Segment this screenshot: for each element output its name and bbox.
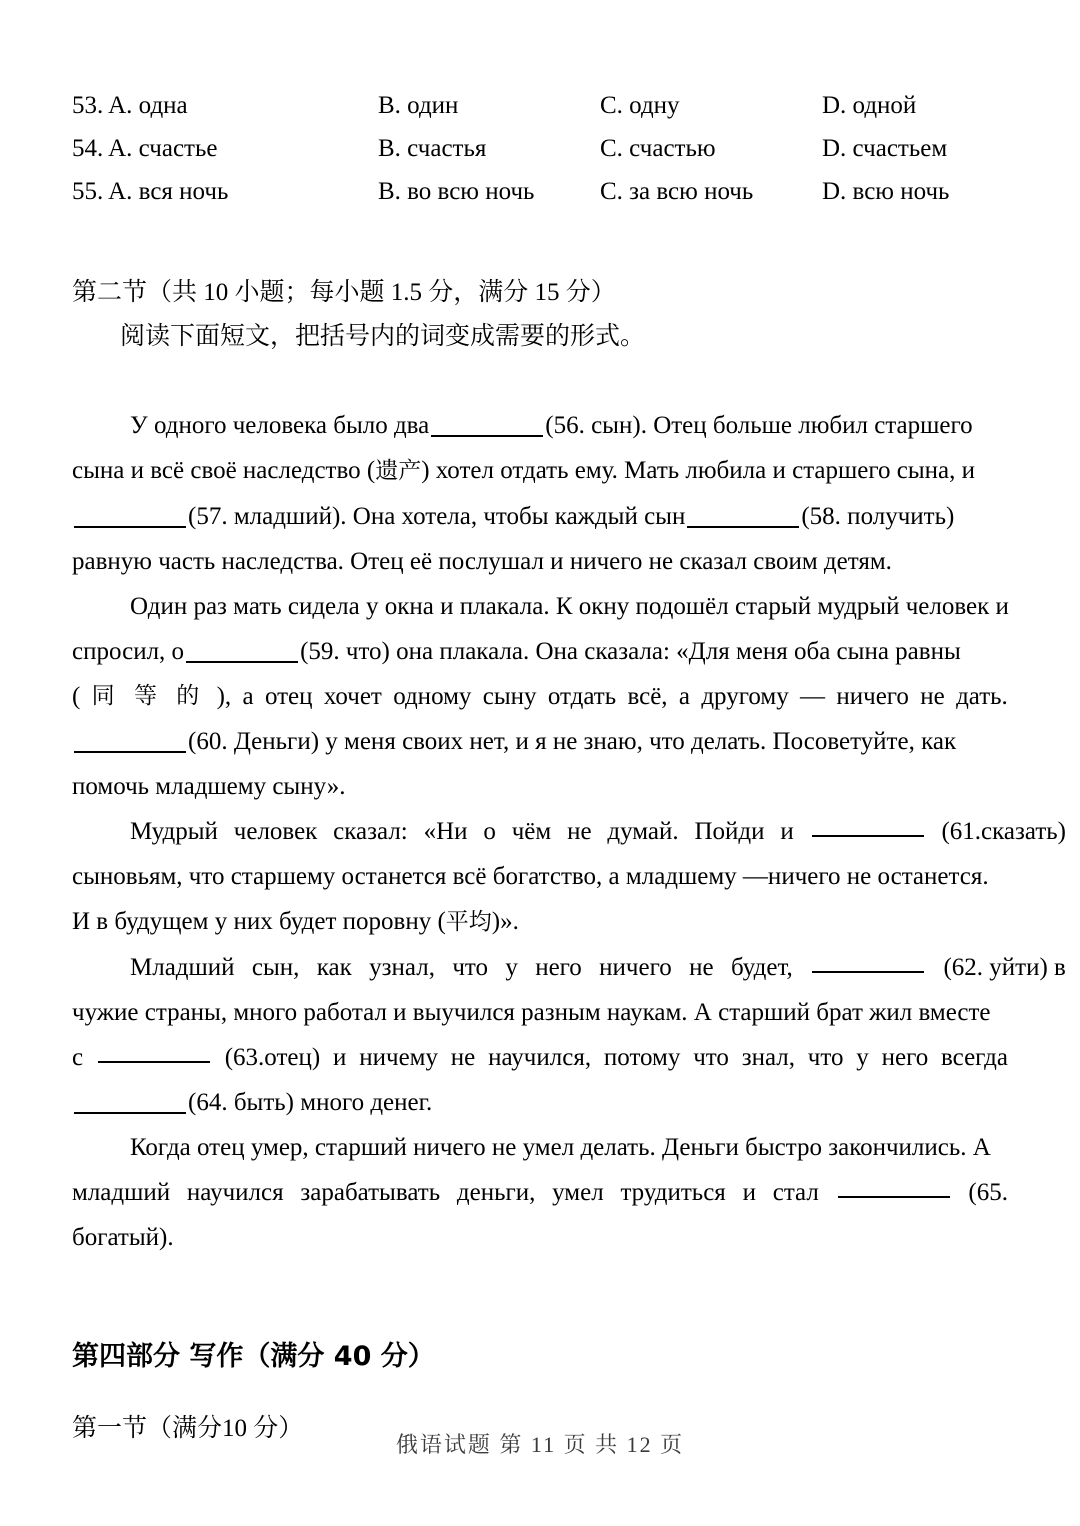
word: него bbox=[535, 954, 582, 981]
word: умел bbox=[552, 1179, 604, 1206]
word: зарабатывать bbox=[300, 1179, 441, 1206]
page-footer: 俄语试题 第 11 页 共 12 页 bbox=[395, 1432, 685, 1457]
passage-text: У одного человека было два bbox=[130, 412, 430, 439]
passage-line bbox=[72, 494, 1008, 539]
word: Младший bbox=[130, 954, 235, 981]
word: «Ни bbox=[423, 818, 468, 845]
option-b: B. один bbox=[378, 92, 459, 119]
word: не bbox=[920, 683, 945, 710]
word: него bbox=[881, 1044, 929, 1071]
section-two-heading: 第二节（共 10 小题；每小题 1.5 分，满分 15 分） bbox=[72, 279, 616, 306]
table-row bbox=[72, 127, 1008, 170]
passage-line bbox=[72, 629, 1008, 674]
option-d: D. счастьем bbox=[822, 135, 948, 162]
word: а bbox=[242, 683, 254, 710]
word: что bbox=[693, 1044, 729, 1071]
word: отдать bbox=[547, 683, 617, 710]
paren-close: ), bbox=[216, 683, 232, 710]
word: что bbox=[807, 1044, 844, 1071]
paren-open: ( bbox=[72, 683, 81, 710]
spacer bbox=[72, 213, 1008, 253]
passage-line: помочь младшему сыну». bbox=[72, 773, 346, 800]
passage-text: )». bbox=[491, 908, 519, 935]
fill-blank-56[interactable] bbox=[431, 409, 543, 437]
word: научился bbox=[186, 1179, 284, 1206]
word: человек bbox=[233, 818, 318, 845]
option-a: 54. A. счастье bbox=[72, 135, 218, 162]
option-c: C. одну bbox=[600, 92, 680, 119]
passage-text: (59. что) она плакала. Она сказала: «Для меня оба сына равны bbox=[300, 638, 961, 665]
word: научился, bbox=[488, 1044, 592, 1071]
word: думай. bbox=[607, 818, 679, 845]
word: младший bbox=[72, 1179, 171, 1206]
fill-blank-61[interactable] bbox=[812, 809, 924, 837]
word: и bbox=[333, 1044, 347, 1071]
passage-line bbox=[72, 899, 1008, 945]
word: стал bbox=[772, 1179, 819, 1206]
passage-text: (62. уйти) в bbox=[943, 954, 1066, 981]
option-b: B. во всю ночь bbox=[378, 178, 535, 205]
passage-paragraph-1 bbox=[72, 403, 1008, 584]
passage-text: (65. bbox=[968, 1179, 1008, 1206]
table-row bbox=[72, 84, 1008, 127]
cjk-gloss: 平均 bbox=[445, 909, 492, 935]
word: всё, bbox=[627, 683, 668, 710]
passage-paragraph-3 bbox=[72, 809, 1066, 945]
word: деньги, bbox=[456, 1179, 536, 1206]
word: не bbox=[450, 1044, 476, 1071]
passage-text: ) хотел отдать ему. Мать любила и старшего сына, и bbox=[421, 457, 976, 484]
fill-blank-62[interactable] bbox=[812, 945, 924, 973]
passage-line-justified bbox=[72, 809, 1066, 854]
passage-line-justified bbox=[72, 1170, 1008, 1215]
word: отец bbox=[264, 683, 313, 710]
passage-paragraph-4 bbox=[72, 945, 1066, 1125]
passage-line-justified bbox=[72, 1035, 1008, 1080]
passage-line-justified bbox=[72, 945, 1066, 990]
passage-line bbox=[72, 719, 1008, 764]
word: будет, bbox=[730, 954, 793, 981]
passage-text: (61.сказать) bbox=[941, 818, 1066, 845]
passage-text: (56. сын). Отец больше любил старшего bbox=[545, 412, 973, 439]
table-row bbox=[72, 170, 1008, 213]
reading-passage bbox=[72, 403, 1066, 1260]
word: не bbox=[689, 954, 714, 981]
multiple-choice-block bbox=[72, 84, 1008, 213]
fill-blank-57[interactable] bbox=[74, 500, 186, 528]
word: сын, bbox=[251, 954, 300, 981]
fill-blank-63[interactable] bbox=[98, 1035, 210, 1063]
word: ничего bbox=[836, 683, 909, 710]
option-d: D. одной bbox=[822, 92, 917, 119]
word: у bbox=[856, 1044, 869, 1071]
word: знал, bbox=[741, 1044, 795, 1071]
word: а bbox=[678, 683, 690, 710]
word: сыну bbox=[482, 683, 537, 710]
passage-text: (64. быть) много денег. bbox=[188, 1089, 433, 1116]
word: узнал, bbox=[369, 954, 435, 981]
passage-line bbox=[72, 403, 1008, 448]
word: (63.отец) bbox=[224, 1044, 321, 1071]
word: о bbox=[483, 818, 496, 845]
cjk-gloss: 同 等 的 bbox=[91, 683, 206, 709]
word: всегда bbox=[941, 1044, 1008, 1071]
option-b: B. счастья bbox=[378, 135, 487, 162]
word: трудиться bbox=[620, 1179, 726, 1206]
passage-text: (58. получить) bbox=[801, 503, 955, 530]
word: дать. bbox=[956, 683, 1008, 710]
passage-line: богатый). bbox=[72, 1224, 174, 1251]
passage-line: Один раз мать сидела у окна и плакала. К окну подошёл старый мудрый человек и bbox=[130, 593, 1009, 620]
section-two-instruction: 阅读下面短文，把括号内的词变成需要的形式。 bbox=[120, 323, 646, 350]
word: хочет bbox=[323, 683, 382, 710]
word: другому bbox=[701, 683, 789, 710]
passage-text: (57. младший). Она хотела, чтобы каждый сын bbox=[188, 503, 686, 530]
passage-line: сыновьям, что старшему останется всё богатство, а младшему —ничего не останется. bbox=[72, 863, 989, 890]
passage-text: (60. Деньги) у меня своих нет, и я не знаю, что делать. Посоветуйте, как bbox=[188, 728, 957, 755]
option-c: C. счастью bbox=[600, 135, 716, 162]
word: Мудрый bbox=[130, 818, 218, 845]
option-d: D. всю ночь bbox=[822, 178, 950, 205]
fill-blank-59[interactable] bbox=[186, 635, 298, 663]
passage-text: спросил, о bbox=[72, 638, 185, 665]
fill-blank-65[interactable] bbox=[838, 1170, 950, 1198]
passage-text: И в будущем у них будет поровну ( bbox=[72, 908, 446, 935]
passage-paragraph-5 bbox=[72, 1125, 1008, 1260]
option-c: C. за всю ночь bbox=[600, 178, 754, 205]
part-four-subheading: 第一节（满分10 分） bbox=[72, 1415, 304, 1442]
word: и bbox=[780, 818, 794, 845]
option-a: 53. A. одна bbox=[72, 92, 188, 119]
passage-paragraph-2 bbox=[72, 584, 1008, 809]
passage-text: сына и всё своё наследство ( bbox=[72, 457, 376, 484]
page-content bbox=[72, 84, 1066, 1452]
option-a: 55. A. вся ночь bbox=[72, 178, 229, 205]
word: что bbox=[452, 954, 488, 981]
fill-blank-60[interactable] bbox=[74, 725, 186, 753]
spacer bbox=[72, 1260, 1008, 1334]
word: Пойди bbox=[694, 818, 765, 845]
word: ничего bbox=[599, 954, 672, 981]
word: сказал: bbox=[333, 818, 408, 845]
word: не bbox=[567, 818, 592, 845]
cjk-gloss: 遗产 bbox=[375, 458, 422, 484]
passage-line bbox=[72, 448, 1008, 494]
word: как bbox=[316, 954, 352, 981]
word: чём bbox=[511, 818, 552, 845]
word: и bbox=[742, 1179, 756, 1206]
word: потому bbox=[603, 1044, 681, 1071]
passage-line-justified bbox=[72, 674, 1008, 719]
word: — bbox=[800, 683, 826, 710]
passage-line: равную часть наследства. Отец её послушал и ничего не сказал своим детям. bbox=[72, 548, 892, 575]
passage-text: с bbox=[72, 1044, 84, 1071]
word: одному bbox=[393, 683, 472, 710]
passage-line bbox=[72, 1080, 1008, 1125]
passage-line: чужие страны, много работал и выучился разным наукам. А старший брат жил вместе bbox=[72, 999, 991, 1026]
passage-line: Когда отец умер, старший ничего не умел делать. Деньги быстро закончились. А bbox=[130, 1134, 991, 1161]
part-four-heading: 第四部分 写作（满分 40 分） bbox=[72, 1341, 435, 1372]
fill-blank-64[interactable] bbox=[74, 1086, 186, 1114]
word: ничему bbox=[359, 1044, 438, 1071]
fill-blank-58[interactable] bbox=[687, 500, 799, 528]
word: у bbox=[505, 954, 518, 981]
